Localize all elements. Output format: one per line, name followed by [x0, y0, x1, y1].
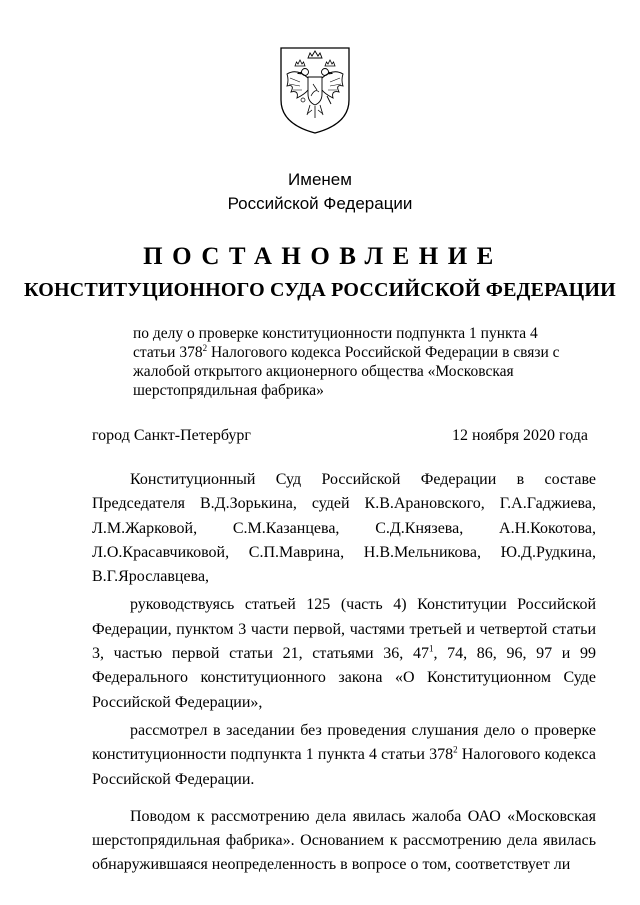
- paragraph-legal-basis: [92, 593, 596, 714]
- date: 12 ноября 2020 года: [451, 427, 588, 444]
- paragraph-legal-basis-text-2: , 74, 86, 96, 97 и 99 Федерального конституционного закона «О Конституционном Суде Российской Федерации»,: [92, 645, 596, 711]
- paragraph-composition: Конституционный Суд Российской Федерации в составе Председателя В.Д.Зорькина, судей К.В.Арановского, Г.А.Гаджиева, Л.М.Жарковой, С.М.Казанцева, С.Д.Князева, А.Н.Кокотова, Л.О.Красавчиковой, С.П.Маврина, Н.В.Мельникова, Ю.Д.Рудкина, В.Г.Ярославцева,: [92, 471, 596, 586]
- header-line-1: Именем: [288, 170, 352, 189]
- case-subject-text-1: по делу о проверке конституционности подпункта 1 пункта 4 статьи 378: [133, 325, 538, 361]
- document-body: [92, 468, 596, 878]
- place: город Санкт-Петербург: [92, 427, 251, 444]
- paragraph-grounds: Поводом к рассмотрению дела явилась жалоба ОАО «Московская шерстопрядильная фабрика». Основанием к рассмотрению дела явилась обнаружившаяся неопределенность в вопросе о том, соответствует ли: [92, 807, 596, 874]
- paragraph-considered-text-2: Налогового кодекса Российской Федерации.: [92, 746, 596, 788]
- case-subject: [133, 324, 563, 400]
- case-subject-sup: 2: [202, 342, 208, 353]
- document-subtitle: КОНСТИТУЦИОННОГО СУДА РОССИЙСКОЙ ФЕДЕРАЦИИ: [24, 279, 616, 301]
- paragraph-considered-sup: 2: [453, 744, 458, 755]
- coat-of-arms-emblem: [275, 44, 355, 136]
- document-title: ПОСТАНОВЛЕНИЕ: [143, 243, 503, 270]
- case-subject-text-2: Налогового кодекса Российской Федерации в связи с жалобой открытого акционерного общества «Московская шерстопрядильная фабрика»: [133, 344, 560, 399]
- paragraph-considered-text-1: рассмотрел в заседании без проведения слушания дело о проверке конституционности подпункта 1 пункта 4 статьи 378: [92, 721, 596, 764]
- paragraph-considered: [92, 719, 596, 792]
- paragraph-legal-basis-text-1: руководствуясь статьей 125 (часть 4) Конституции Российской Федерации, пунктом 3 части первой, частями третьей и четвертой статьи 3, частью первой статьи 21, статьями 36, 47: [92, 596, 596, 663]
- header-line-2: Российской Федерации: [227, 194, 413, 213]
- paragraph-legal-basis-sup: 1: [428, 643, 434, 654]
